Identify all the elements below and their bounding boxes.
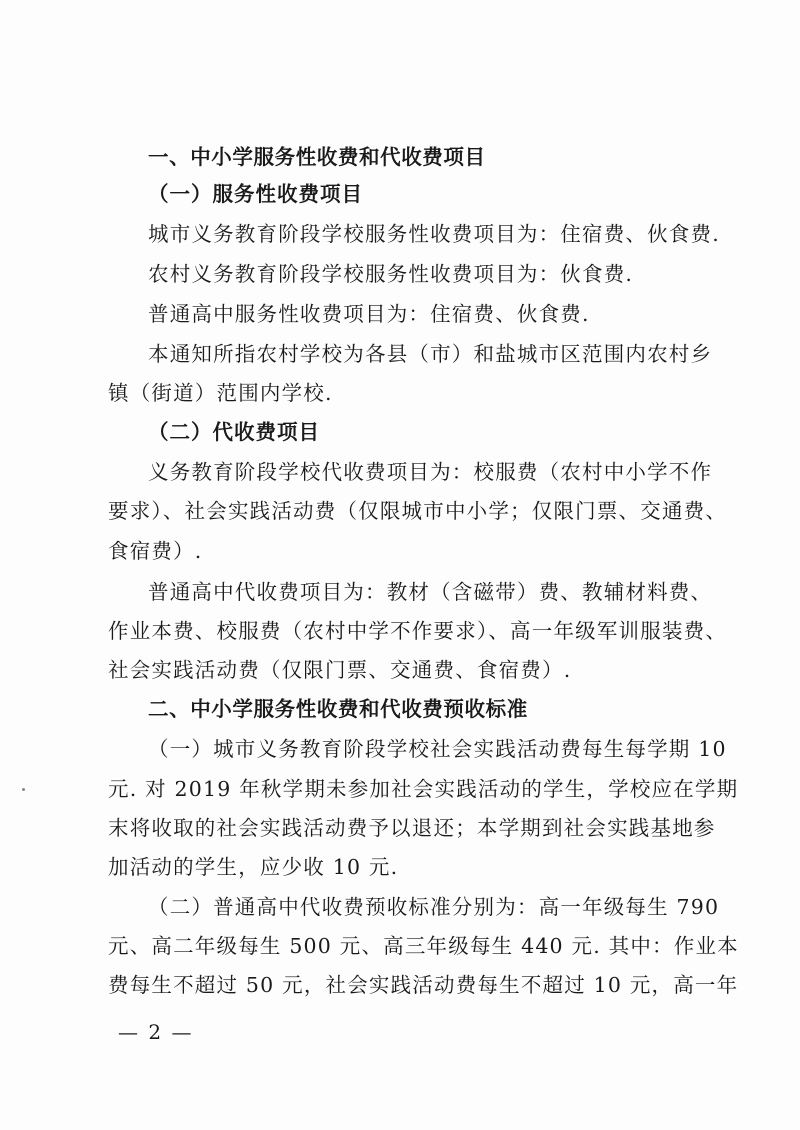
paragraph-line: 义务教育阶段学校代收费项目为：校服费（农村中小学不作	[148, 460, 713, 484]
section-heading-1: 一、中小学服务性收费和代收费项目	[148, 145, 486, 169]
page-number: — 2 —	[118, 1020, 194, 1044]
paragraph-line: （二）普通高中代收费预收标准分别为：高一年级每生 790	[148, 895, 720, 919]
paragraph-line: 农村义务教育阶段学校服务性收费项目为：伙食费.	[148, 262, 634, 286]
paragraph-line: 末将收取的社会实践活动费予以退还；本学期到社会实践基地参	[108, 816, 716, 840]
paragraph-line: 元. 对 2019 年秋学期未参加社会实践活动的学生，学校应在学期	[108, 777, 739, 801]
paragraph-line: 城市义务教育阶段学校服务性收费项目为：住宿费、伙食费.	[148, 222, 720, 246]
paragraph-line: 镇（街道）范围内学校.	[108, 381, 333, 405]
paragraph-line: 费每生不超过 50 元，社会实践活动费每生不超过 10 元，高一年	[108, 973, 739, 997]
paragraph-line: 普通高中代收费项目为：教材（含磁带）费、教辅材料费、	[148, 580, 713, 604]
paragraph-line: 社会实践活动费（仅限门票、交通费、食宿费）.	[108, 658, 572, 682]
paragraph-line: 要求）、社会实践活动费（仅限城市中小学；仅限门票、交通费、	[108, 499, 728, 523]
paragraph-line: 本通知所指农村学校为各县（市）和盐城市区范围内农村乡	[148, 342, 713, 366]
paragraph-line: 作业本费、校服费（农村中学不作要求）、高一年级军训服装费、	[108, 619, 728, 643]
paragraph-line: （一）城市义务教育阶段学校社会实践活动费每生每学期 10	[148, 737, 727, 761]
scan-speck	[22, 788, 25, 791]
paragraph-line: 普通高中服务性收费项目为：住宿费、伙食费.	[148, 302, 590, 326]
paragraph-line: 食宿费）.	[108, 539, 203, 563]
subsection-heading-1-2: （二）代收费项目	[148, 420, 320, 444]
paragraph-line: 加活动的学生，应少收 10 元.	[108, 855, 399, 879]
section-heading-2: 二、中小学服务性收费和代收费预收标准	[148, 697, 528, 721]
subsection-heading-1-1: （一）服务性收费项目	[148, 182, 363, 206]
paragraph-line: 元、高二年级每生 500 元、高三年级每生 440 元. 其中：作业本	[108, 934, 739, 958]
